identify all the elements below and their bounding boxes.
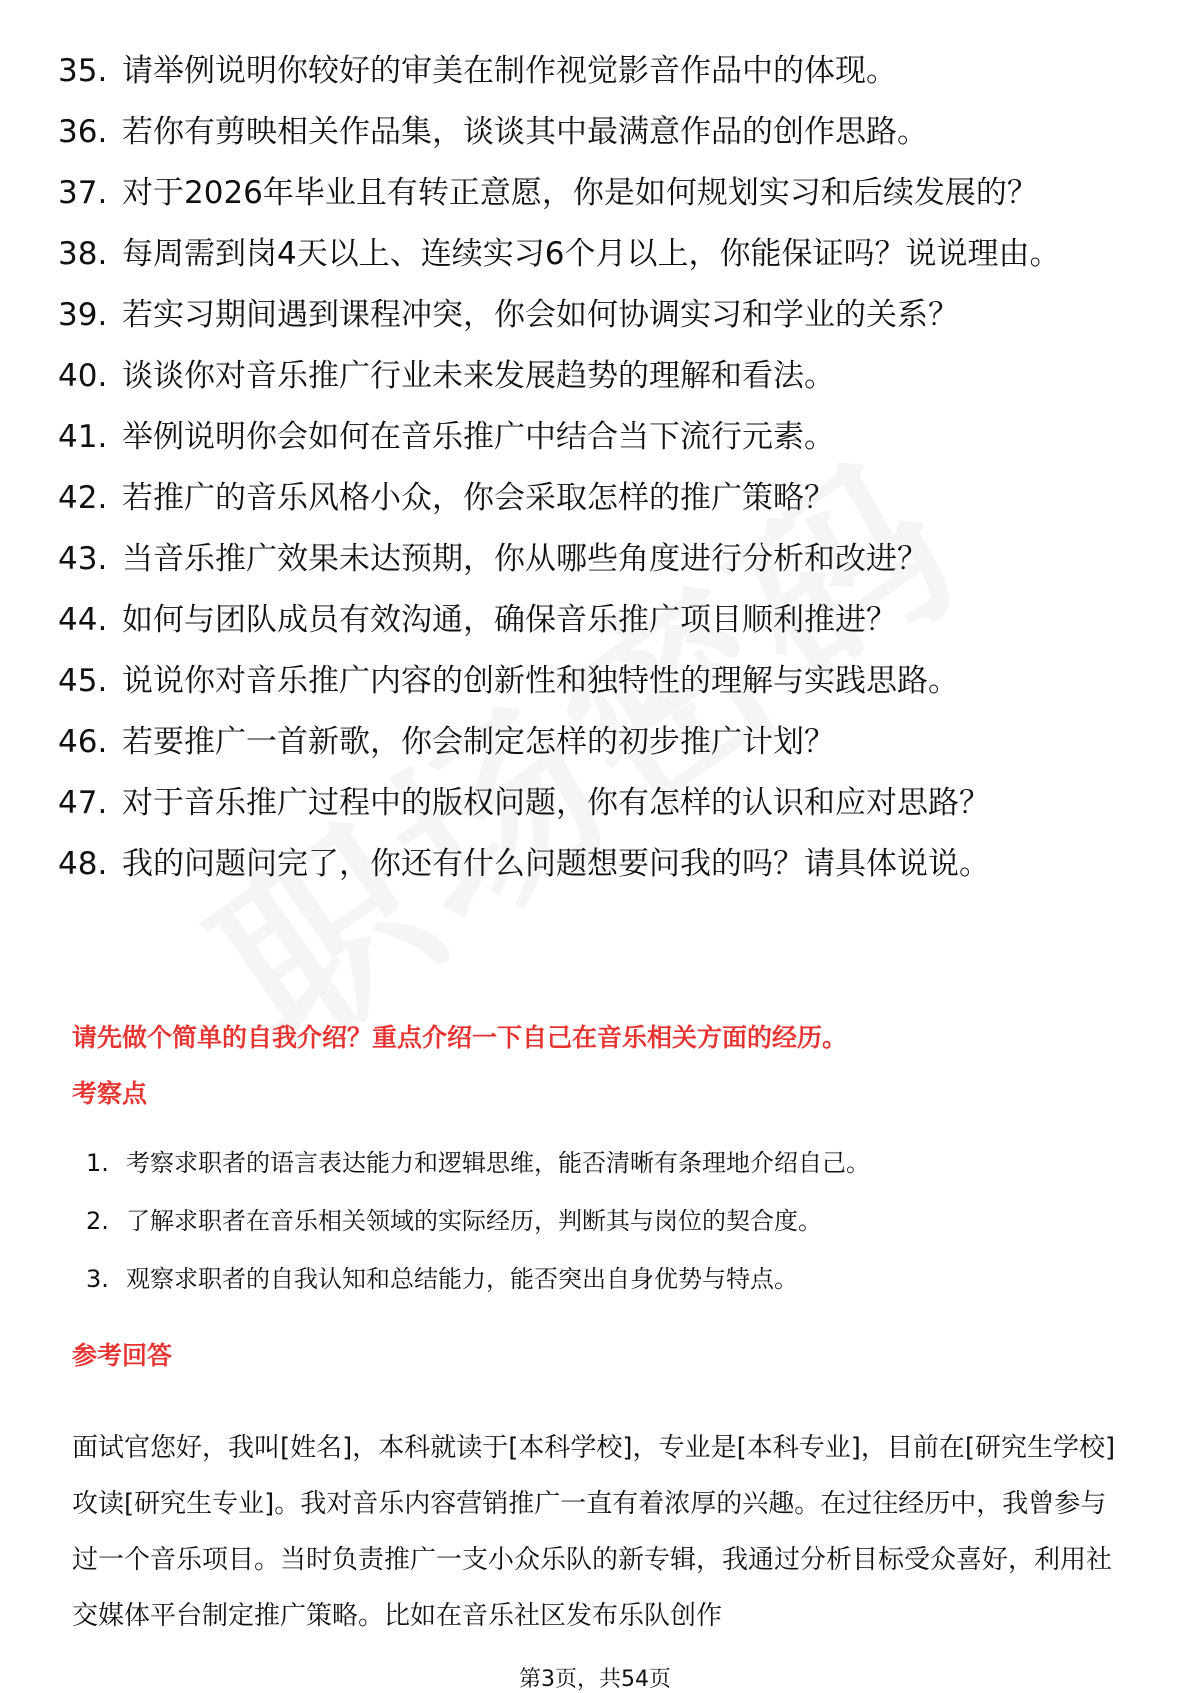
section-title: 请先做个简单的自我介绍？重点介绍一下自己在音乐相关方面的经历。: [72, 1023, 848, 1052]
question-number: 38.: [58, 236, 108, 272]
question-number: 35.: [58, 53, 108, 89]
answer-paragraph: 面试官您好，我叫[姓名]，本科就读于[本科学校]，专业是[本科专业]，目前在[研究生学校]攻读[研究生专业]。我对音乐内容营销推广一直有着浓厚的兴趣。在过往经历中，我曾参与过一个音乐项目。当时负责推广一支小众乐队的新专辑，我通过分析目标受众喜好，利用社交媒体平台制定推广策略。比如在音乐社区发布乐队创作: [72, 1433, 1116, 1631]
question-number: 43.: [58, 541, 108, 577]
point-text: 观察求职者的自我认知和总结能力，能否突出自身优势与特点。: [126, 1265, 798, 1293]
question-text: 请举例说明你较好的审美在制作视觉影音作品中的体现。: [122, 53, 897, 89]
question-text: 对于音乐推广过程中的版权问题，你有怎样的认识和应对思路？: [122, 785, 990, 821]
question-item: [58, 172, 1138, 214]
question-item: [58, 294, 1138, 336]
point-number: 2.: [86, 1207, 109, 1235]
question-item: [58, 599, 1138, 641]
question-number: 42.: [58, 480, 108, 516]
question-item: [58, 721, 1138, 763]
question-number: 40.: [58, 358, 108, 394]
question-item: [58, 233, 1138, 275]
question-text: 若你有剪映相关作品集，谈谈其中最满意作品的创作思路。: [122, 114, 928, 150]
point-number: 3.: [86, 1265, 109, 1293]
question-list: [58, 50, 1138, 904]
answer-heading: 参考回答: [72, 1341, 173, 1370]
question-text: 若要推广一首新歌，你会制定怎样的初步推广计划？: [122, 724, 835, 760]
question-item: [58, 50, 1138, 92]
question-text: 如何与团队成员有效沟通，确保音乐推广项目顺利推进？: [122, 602, 897, 638]
question-number: 39.: [58, 297, 108, 333]
point-text: 了解求职者在音乐相关领域的实际经历，判断其与岗位的契合度。: [126, 1207, 822, 1235]
question-text: 说说你对音乐推广内容的创新性和独特性的理解与实践思路。: [122, 663, 959, 699]
question-item: [58, 660, 1138, 702]
question-text: 举例说明你会如何在音乐推广中结合当下流行元素。: [122, 419, 835, 455]
point-item: [86, 1146, 1126, 1180]
points-heading: 考察点: [72, 1079, 148, 1108]
point-item: [86, 1204, 1126, 1238]
question-item: [58, 355, 1138, 397]
question-item: [58, 843, 1138, 885]
points-list: [86, 1146, 1126, 1320]
question-text: 谈谈你对音乐推广行业未来发展趋势的理解和看法。: [122, 358, 835, 394]
point-number: 1.: [86, 1149, 109, 1177]
question-number: 36.: [58, 114, 108, 150]
question-number: 48.: [58, 846, 108, 882]
question-number: 47.: [58, 785, 108, 821]
point-item: [86, 1262, 1126, 1296]
question-text: 对于2026年毕业且有转正意愿，你是如何规划实习和后续发展的？: [122, 175, 1038, 211]
question-text: 当音乐推广效果未达预期，你从哪些角度进行分析和改进？: [122, 541, 928, 577]
page-footer: 第3页，共54页: [519, 1667, 671, 1692]
question-number: 41.: [58, 419, 108, 455]
question-item: [58, 782, 1138, 824]
question-item: [58, 416, 1138, 458]
question-number: 44.: [58, 602, 108, 638]
question-item: [58, 111, 1138, 153]
question-text: 我的问题问完了，你还有什么问题想要问我的吗？请具体说说。: [122, 846, 990, 882]
question-number: 45.: [58, 663, 108, 699]
question-item: [58, 538, 1138, 580]
question-text: 若实习期间遇到课程冲突，你会如何协调实习和学业的关系？: [122, 297, 959, 333]
question-number: 37.: [58, 175, 108, 211]
point-text: 考察求职者的语言表达能力和逻辑思维，能否清晰有条理地介绍自己。: [126, 1149, 870, 1177]
question-item: [58, 477, 1138, 519]
question-text: 若推广的音乐风格小众，你会采取怎样的推广策略？: [122, 480, 835, 516]
question-number: 46.: [58, 724, 108, 760]
question-text: 每周需到岗4天以上、连续实习6个月以上，你能保证吗？说说理由。: [122, 236, 1061, 272]
